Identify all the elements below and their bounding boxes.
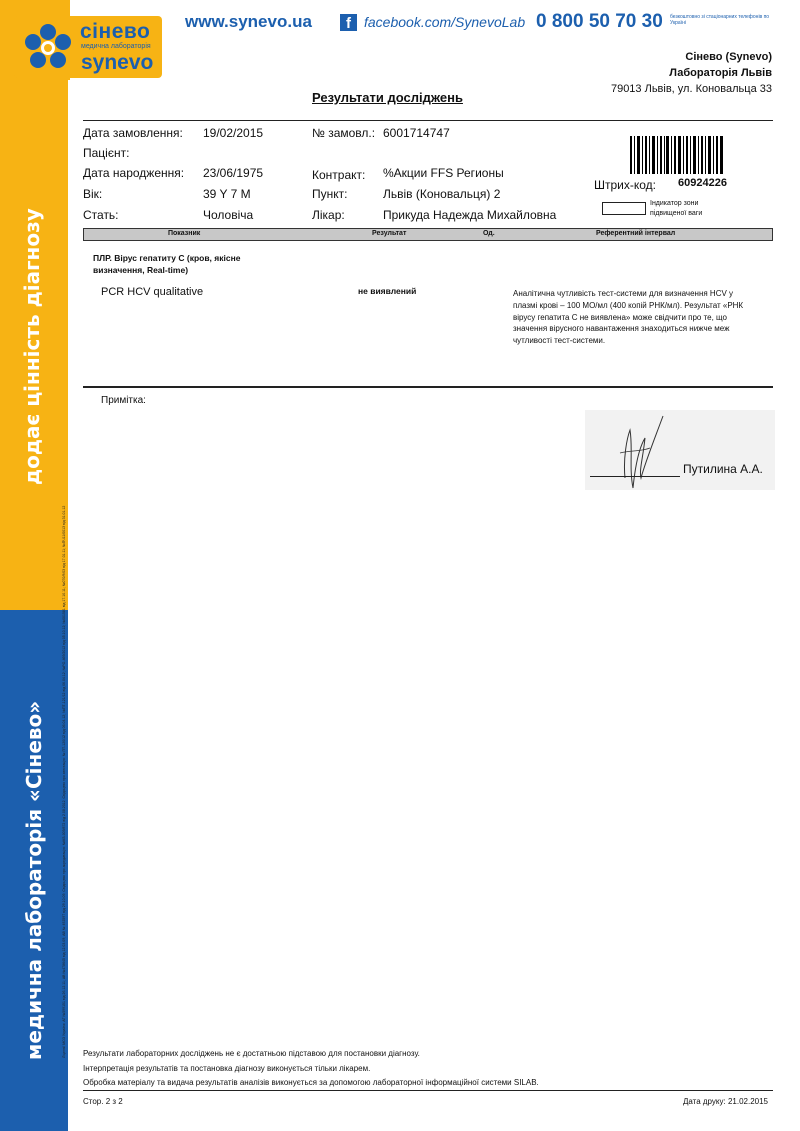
order-number-value: 6001714747 bbox=[383, 126, 450, 140]
sex-value: Чоловіча bbox=[203, 208, 254, 222]
band-divider bbox=[68, 80, 82, 1131]
order-date-value: 19/02/2015 bbox=[203, 126, 264, 140]
dob-value: 23/06/1975 bbox=[203, 166, 264, 180]
facebook-icon: f bbox=[340, 14, 357, 31]
contract-label: Контракт: bbox=[312, 168, 366, 182]
sex-label: Стать: bbox=[83, 208, 119, 222]
flower-logo-icon bbox=[20, 20, 76, 76]
weight-indicator-box bbox=[602, 202, 646, 215]
point-value: Львів (Коновальця) 2 bbox=[383, 187, 501, 201]
footer-disclaimer-3: Обробка матеріалу та видача результатів аналізів виконується за допомогою лабораторної інформаційної системи SILAB. bbox=[83, 1078, 539, 1087]
weight-indicator-label: Індикатор зони підвищеної ваги bbox=[650, 200, 703, 217]
barcode-value: 60924226 bbox=[678, 177, 727, 189]
lab-address: 79013 Львів, ул. Коновальца 33 bbox=[610, 83, 772, 95]
patient-label: Пацієнт: bbox=[83, 146, 130, 160]
dob-label: Дата народження: bbox=[83, 166, 185, 180]
point-label: Пункт: bbox=[312, 187, 348, 201]
lab-name-vertical: медична лабораторія «Сінево» bbox=[22, 700, 46, 1060]
reference-interval: Аналітична чутливість тест-системи для визначення HCV у плазмі крові – 100 МО/мл (400 копій РНК/мл). Результат «РНК вірусу гепатита С не виявлена» може свідчити про те, що значення вірусного навантаження знаходиться нижче меж чутливості тест-системи. bbox=[513, 289, 744, 346]
logo-subtitle: медична лабораторія bbox=[81, 43, 151, 50]
license-text: Ліцензії МОЗ України: АГ №599151 від 26.12.11; АВ №478645 від 12.03.09; АВ № 492597 від 29.10.09. Свідоцтво про акредитацію: №МЗ-009/872 від 2.08.2012. Свідоцтво про атестацію: № ПТ-120/12 від 06.04.12; №ПТ-121/12 від 06.04.12; №РО-469/2012 від 05.10.12; №001581 від 17.10.11; №070/9/03 від 17.01.11; №ПЧ11/0013 від 31.01.12 bbox=[62, 505, 66, 1058]
footer-disclaimer-1: Результати лабораторних досліджень не є достатньою підставою для постановки діагнозу. bbox=[83, 1049, 420, 1058]
results-divider bbox=[83, 386, 773, 388]
barcode-label: Штрих-код: bbox=[594, 178, 656, 192]
lab-branch: Лабораторія Львів bbox=[669, 67, 772, 79]
test-group-title: ПЛР. Вірус гепатиту С (кров, якісне визначення, Real-time) bbox=[93, 253, 241, 275]
facebook-link[interactable]: facebook.com/SynevoLab bbox=[364, 14, 526, 30]
page-number: Стор. 2 з 2 bbox=[83, 1097, 123, 1106]
barcode-icon bbox=[630, 136, 723, 174]
contract-value: %Акции FFS Регионы bbox=[383, 166, 504, 180]
lab-name: Сінево (Synevo) bbox=[685, 51, 772, 63]
column-header-unit: Од. bbox=[483, 230, 495, 237]
column-header-result: Результат bbox=[372, 230, 407, 237]
print-date: Дата друку: 21.02.2015 bbox=[682, 1097, 768, 1106]
age-value: 39 Y 7 M bbox=[203, 187, 251, 201]
doctor-label: Лікар: bbox=[312, 208, 345, 222]
slogan-text: додає цінність діагнозу bbox=[20, 208, 44, 485]
notes-label: Примітка: bbox=[101, 395, 146, 406]
phone-number: 0 800 50 70 30 bbox=[536, 11, 663, 32]
footer-divider bbox=[83, 1090, 773, 1091]
signature-line bbox=[590, 476, 680, 477]
signature-icon bbox=[605, 408, 675, 493]
footer-disclaimer-2: Інтерпретація результатів та постановка діагнозу виконується тільки лікарем. bbox=[83, 1064, 371, 1073]
column-header-reference: Референтний інтервал bbox=[596, 230, 676, 237]
website-link[interactable]: www.synevo.ua bbox=[185, 12, 312, 31]
header-divider bbox=[83, 120, 773, 121]
order-number-label: № замовл.: bbox=[312, 126, 376, 140]
doctor-value: Прикуда Надежда Михайловна bbox=[383, 208, 557, 222]
test-result: не виявлений bbox=[358, 286, 417, 296]
signer-name: Путилина А.А. bbox=[683, 462, 763, 476]
page-title: Результати досліджень bbox=[312, 90, 463, 105]
logo-name-en: synevo bbox=[81, 51, 154, 74]
column-header-test: Показник bbox=[168, 230, 201, 237]
logo-name-ua: сінево bbox=[80, 20, 151, 43]
order-date-label: Дата замовлення: bbox=[83, 126, 183, 140]
phone-note: безкоштовно зі стаціонарних телефонів по Україні bbox=[670, 14, 770, 26]
test-name: PCR HCV qualitative bbox=[101, 286, 204, 298]
age-label: Вік: bbox=[83, 187, 103, 201]
